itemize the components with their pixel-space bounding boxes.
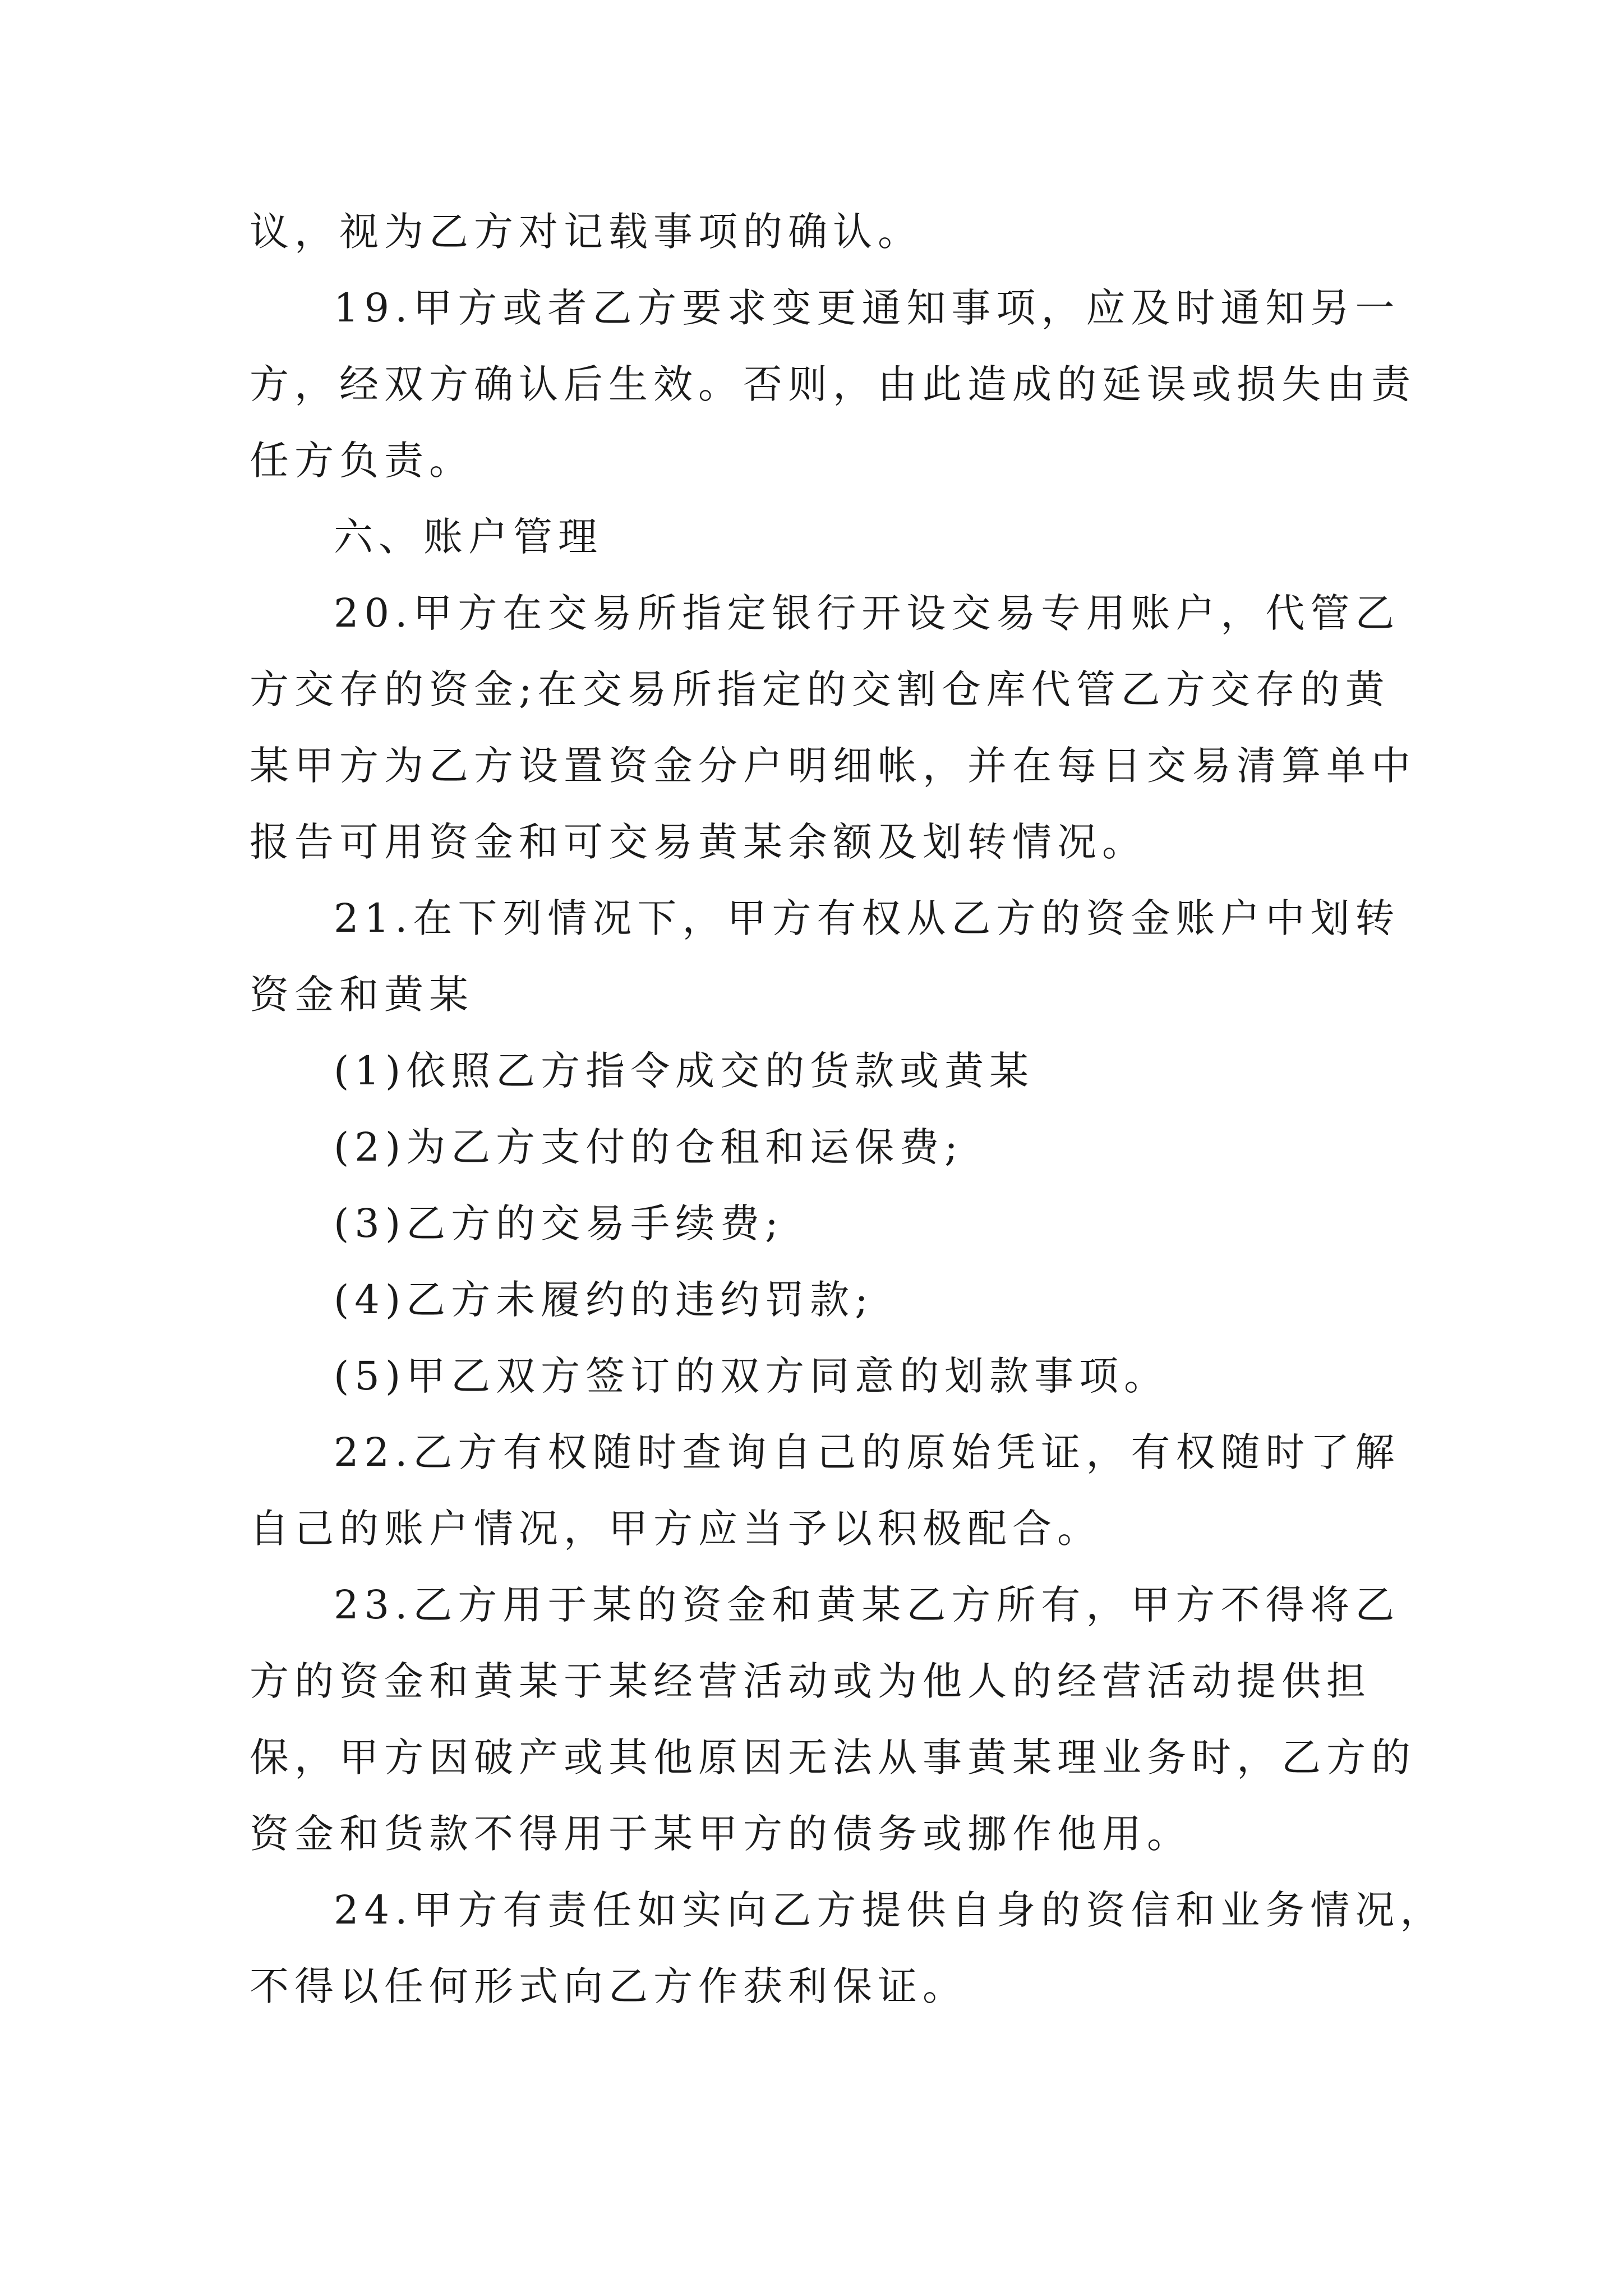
text-line: 23.乙方用于某的资金和黄某乙方所有，甲方不得将乙 [334,1582,1400,1628]
list-item: (3)乙方的交易手续费; [334,1200,784,1246]
text-line: 报告可用资金和可交易黄某余额及划转情况。 [250,819,1147,865]
text-line: 不得以任何形式向乙方作获利保证。 [250,1963,967,2009]
document-body [250,194,1445,2024]
text-line: 19.甲方或者乙方要求变更通知事项，应及时通知另一 [334,285,1400,331]
text-line: 任方负责。 [250,438,474,484]
text-line: 保，甲方因破产或其他原因无法从事黄某理业务时，乙方的 [250,1734,1416,1780]
text-line: 22.乙方有权随时查询自己的原始凭证，有权随时了解 [334,1429,1400,1475]
text-line: 某甲方为乙方设置资金分户明细帐，并在每日交易清算单中 [250,743,1416,789]
text-line: 自己的账户情况，甲方应当予以积极配合。 [250,1506,1102,1552]
text-line: 方的资金和黄某于某经营活动或为他人的经营活动提供担 [250,1658,1371,1704]
text-line: 20.甲方在交易所指定银行开设交易专用账户，代管乙 [334,590,1400,636]
text-line: 资金和黄某 [250,972,474,1018]
list-item: (5)甲乙双方签订的双方同意的划款事项。 [334,1353,1169,1399]
text-line: 议，视为乙方对记载事项的确认。 [250,209,923,255]
text-line: 方，经双方确认后生效。否则，由此造成的延误或损失由责 [250,361,1416,407]
list-item: (2)为乙方支付的仓租和运保费; [334,1124,963,1170]
text-line: 方交存的资金;在交易所指定的交割仓库代管乙方交存的黄 [250,666,1390,712]
text-line: 资金和货款不得用于某甲方的债务或挪作他用。 [250,1811,1192,1857]
text-line: 24.甲方有责任如实向乙方提供自身的资信和业务情况， [334,1887,1445,1933]
list-item: (4)乙方未履约的违约罚款; [334,1277,874,1323]
text-line: 21.在下列情况下，甲方有权从乙方的资金账户中划转 [334,895,1400,941]
list-item: (1)依照乙方指令成交的货款或黄某 [334,1048,1035,1094]
section-heading: 六、账户管理 [334,514,603,560]
